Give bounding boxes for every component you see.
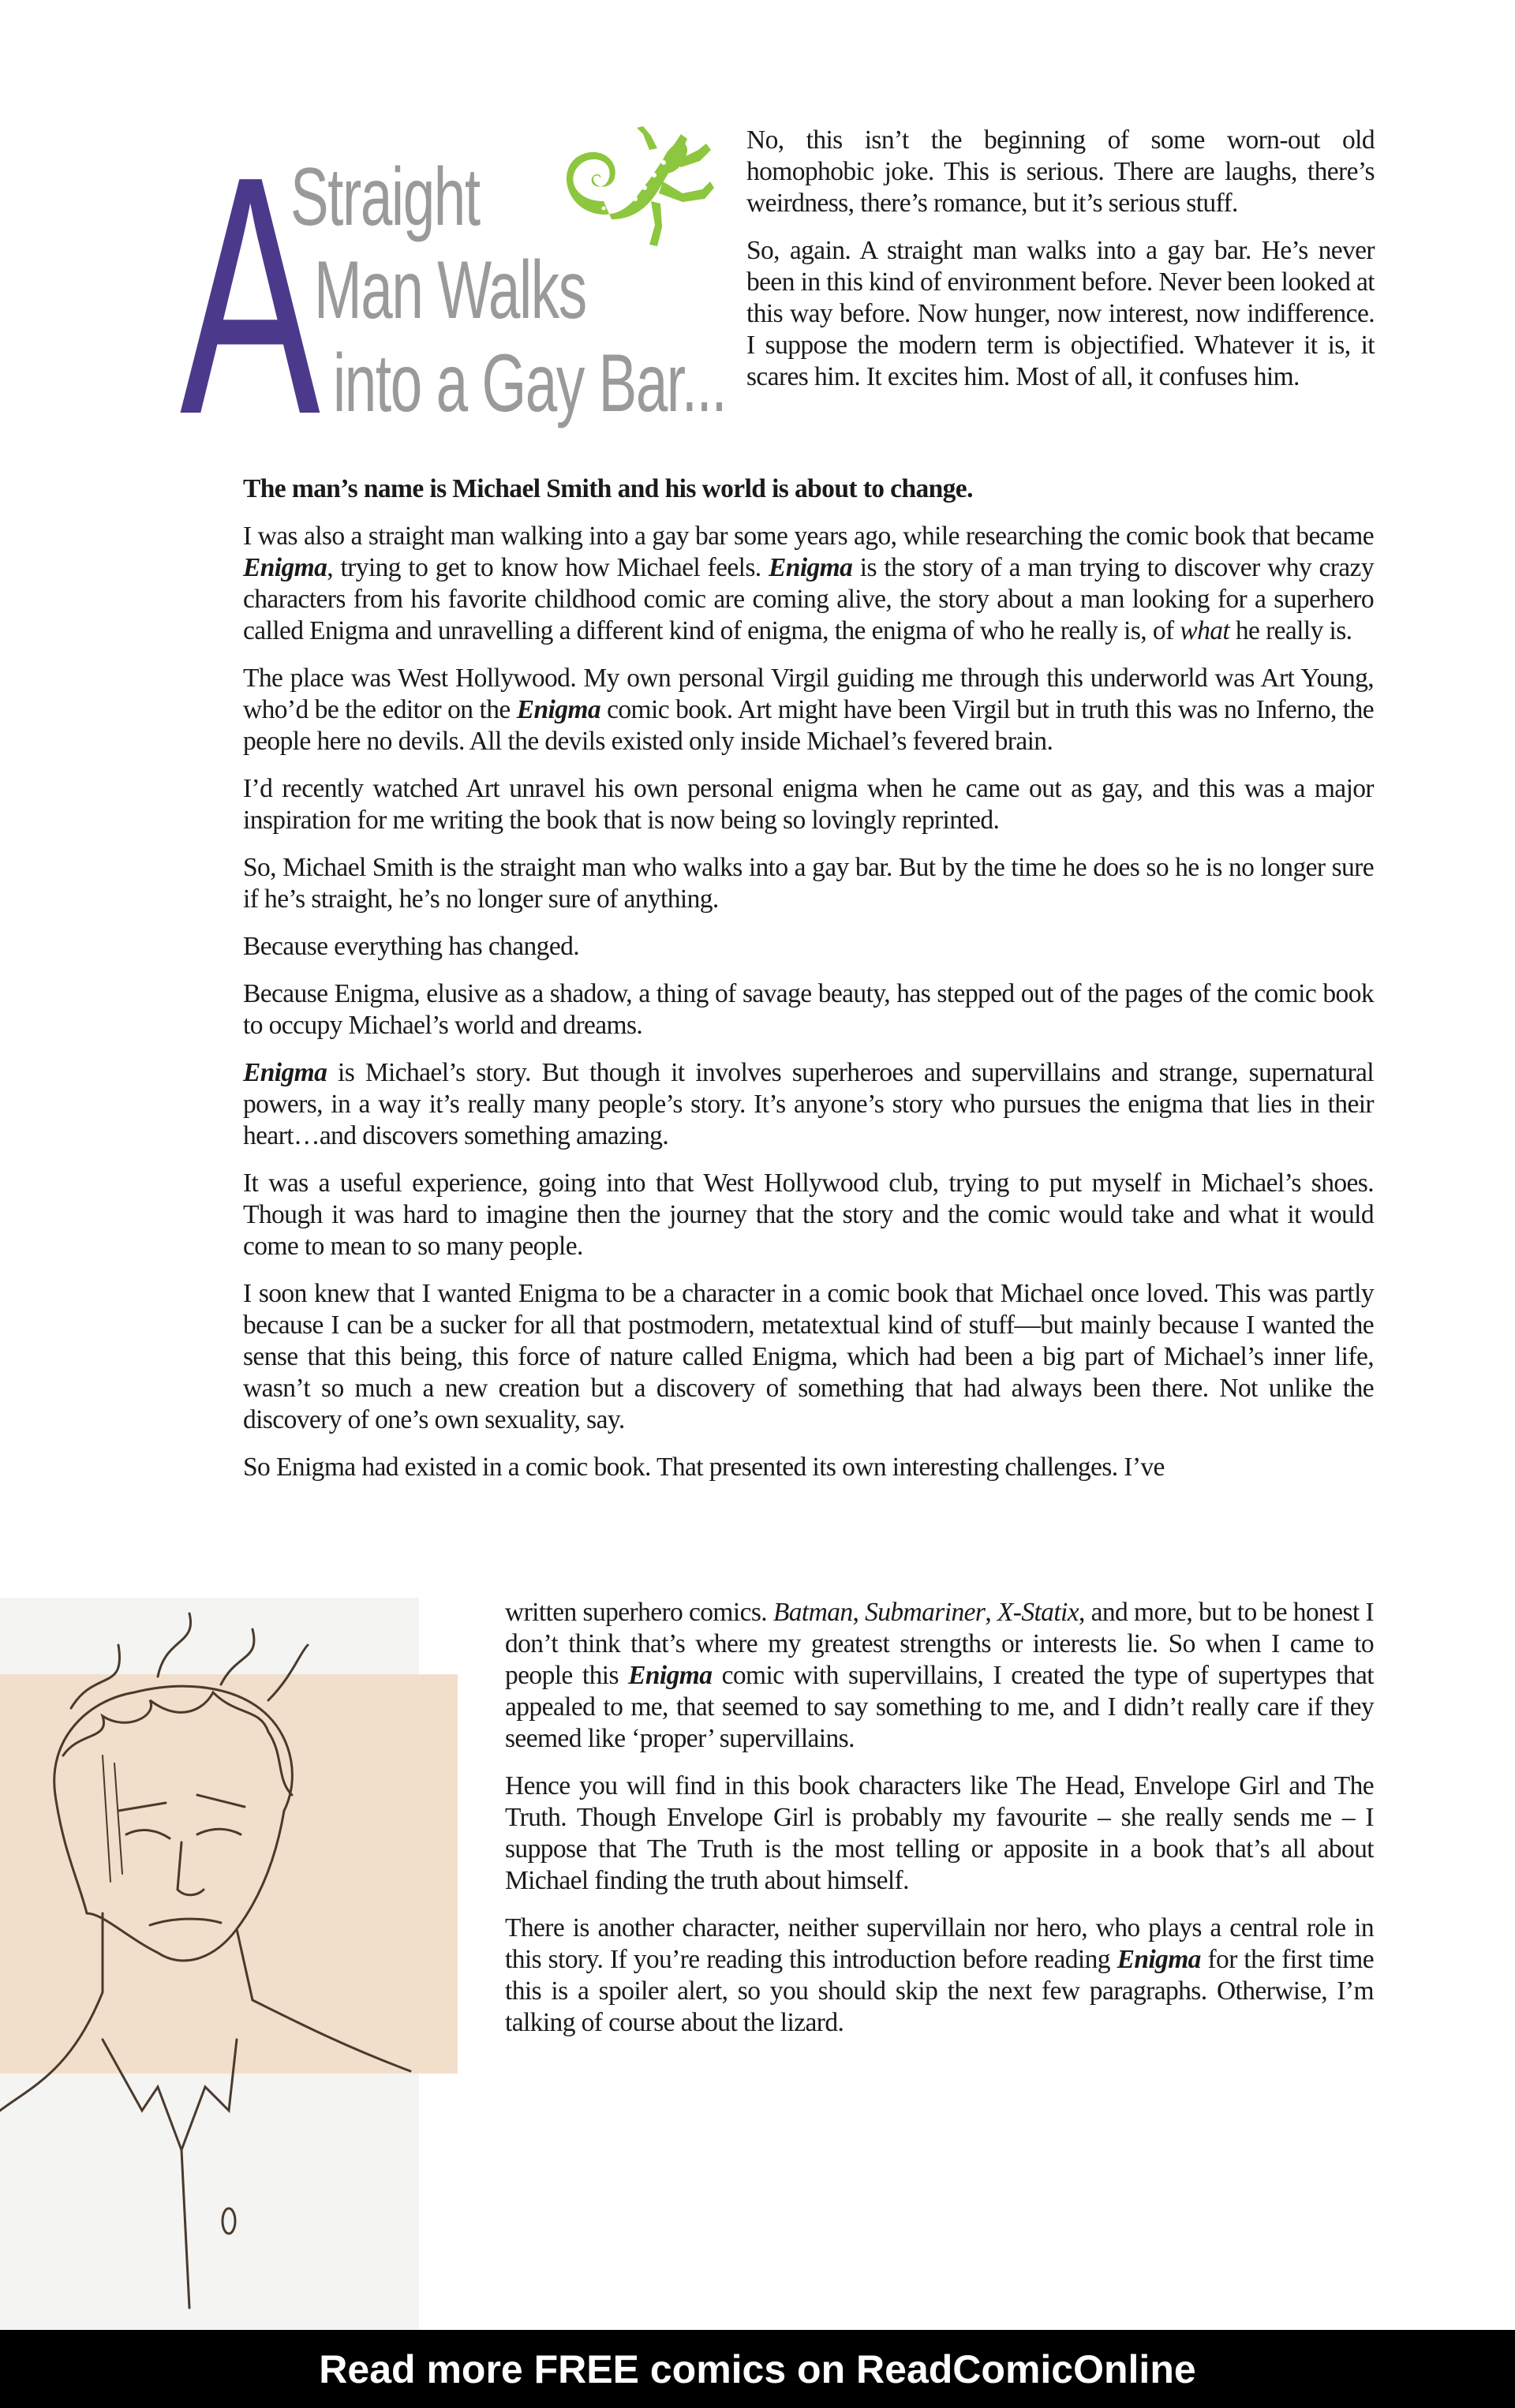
text-run: comic with supervillains, I created the type of supertypes that appealed to me, that seemed to say something to me, and I didn’t really care if they seemed like ‘proper’ supervillains. (505, 1661, 1374, 1753)
title-line-1: Straight (290, 151, 480, 243)
text-run: Because everything has changed. (243, 932, 580, 961)
text-run: he really is. (1229, 616, 1352, 645)
paragraph (505, 1597, 1374, 1755)
italic-text: Enigma (243, 553, 327, 582)
paragraph (505, 1913, 1374, 2039)
italic-text: Submariner (865, 1598, 986, 1627)
text-run: It was a useful experience, going into that West Hollywood club, trying to put myself in Michael’s shoes. Though it was hard to imagine then the journey that the story and the comic would take and what it would come to mean to so many people. (243, 1168, 1374, 1261)
text-run: The place was West Hollywood. My own personal Virgil guiding me through this underworld was Art Young, who’d be the editor on the (243, 664, 1374, 724)
sketch-portrait-illustration (0, 1598, 473, 2330)
title-drop-letter: A (180, 107, 320, 485)
text-run: written superhero comics. (505, 1598, 773, 1627)
text-run: So, Michael Smith is the straight man who walks into a gay bar. But by the time he does so he is no longer sure if he’s straight, he’s no longer sure of anything. (243, 853, 1374, 914)
text-run: There is another character, neither supervillain nor hero, who plays a central role in this story. If you’re reading this introduction before reading (505, 1913, 1374, 1974)
paragraph (746, 235, 1375, 393)
wrapped-text (505, 1597, 1374, 2055)
text-run: So, again. A straight man walks into a gay bar. He’s never been in this kind of environment before. Never been looked at this way before. Now hunger, now interest, now indifference. I suppose the modern term is objectified. Whatever it is, it scares him. It excites him. Most of all, it confuses him. (746, 236, 1375, 391)
text-run: Because Enigma, elusive as a shadow, a thing of savage beauty, has stepped out of the pages of the comic book to occupy Michael’s world and dreams. (243, 979, 1374, 1040)
italic-text: X-Statix (997, 1598, 1079, 1627)
paragraph (243, 1278, 1374, 1436)
text-run: Hence you will find in this book characters like The Head, Envelope Girl and The Truth. Though Envelope Girl is probably my favourite – she really sends me – I suppose that The Truth is the most telling or apposite in a book that’s all about Michael finding the truth about himself. (505, 1771, 1374, 1895)
title-line-2: Man Walks (314, 245, 586, 336)
text-run: is Michael’s story. But though it involves superheroes and supervillains and strange, supernatural powers, in a way it’s really many people’s story. It’s anyone’s story who pursues the enigma that lies in their heart…and discovers something amazing. (243, 1058, 1374, 1150)
italic-text: Enigma (628, 1661, 713, 1690)
paragraph (243, 978, 1374, 1041)
italic-text: Enigma (243, 1058, 327, 1087)
text-run: I was also a straight man walking into a gay bar some years ago, while researching the comic book that became (243, 522, 1374, 551)
paragraph (243, 473, 1374, 505)
main-text (243, 473, 1374, 1499)
text-run: , (852, 1598, 866, 1627)
text-run: is the story of a man trying to discover why crazy characters from his favorite childhood comic are coming alive, the story about a man looking for a superhero called Enigma and unravelling a different kind of enigma, the enigma of who he really is, of (243, 553, 1374, 645)
intro-text (746, 125, 1375, 409)
paragraph (505, 1770, 1374, 1897)
footer-link[interactable]: Read more FREE comics on ReadComicOnline (319, 2346, 1196, 2391)
lizard-icon (556, 126, 730, 252)
text-run: So Enigma had existed in a comic book. That presented its own interesting challenges. I’ve (243, 1453, 1165, 1482)
text-run: No, this isn’t the beginning of some worn-out old homophobic joke. This is serious. There are laughs, there’s weirdness, there’s romance, but it’s serious stuff. (746, 125, 1375, 218)
italic-text: what (1180, 616, 1230, 645)
paragraph (243, 852, 1374, 915)
bold-text: The man’s name is Michael Smith and his world is about to change. (243, 474, 973, 503)
footer-banner[interactable] (0, 2330, 1515, 2408)
italic-text: Enigma (1117, 1945, 1201, 1974)
paragraph (243, 1057, 1374, 1152)
text-run: , and more, but to be honest I don’t think that’s where my greatest strengths or interests lie. So when I came to people this (505, 1598, 1374, 1690)
italic-text: Enigma (516, 695, 601, 724)
text-run: comic book. Art might have been Virgil but in truth this was no Inferno, the people here no devils. All the devils existed only inside Michael’s fevered brain. (243, 695, 1374, 756)
italic-text: Batman (772, 1598, 853, 1627)
text-run: I’d recently watched Art unravel his own personal enigma when he came out as gay, and this was a major inspiration for me writing the book that is now being so lovingly reprinted. (243, 774, 1374, 835)
paragraph (243, 663, 1374, 757)
italic-text: Enigma (769, 553, 853, 582)
text-run: I soon knew that I wanted Enigma to be a character in a comic book that Michael once loved. This was partly because I can be a sucker for all that postmodern, metatextual kind of stuff—but mainly because I wanted the sense that this being, this force of nature called Enigma, which had been a big part of Michael’s inner life, wasn’t so much a new creation but a discovery of something that had always been there. Not unlike the discovery of one’s own sexuality, say. (243, 1279, 1374, 1434)
text-run: for the first time this is a spoiler alert, so you should skip the next few paragraphs. Otherwise, I’m talking of course about the lizard. (505, 1945, 1374, 2037)
paragraph (243, 1168, 1374, 1262)
paragraph (243, 773, 1374, 836)
title-line-3: into a Gay Bar... (333, 338, 727, 429)
paragraph (243, 521, 1374, 647)
text-run: , trying to get to know how Michael feels. (327, 553, 769, 582)
paragraph (746, 125, 1375, 219)
paragraph (243, 931, 1374, 963)
paragraph (243, 1452, 1374, 1483)
text-run: , (985, 1598, 997, 1627)
